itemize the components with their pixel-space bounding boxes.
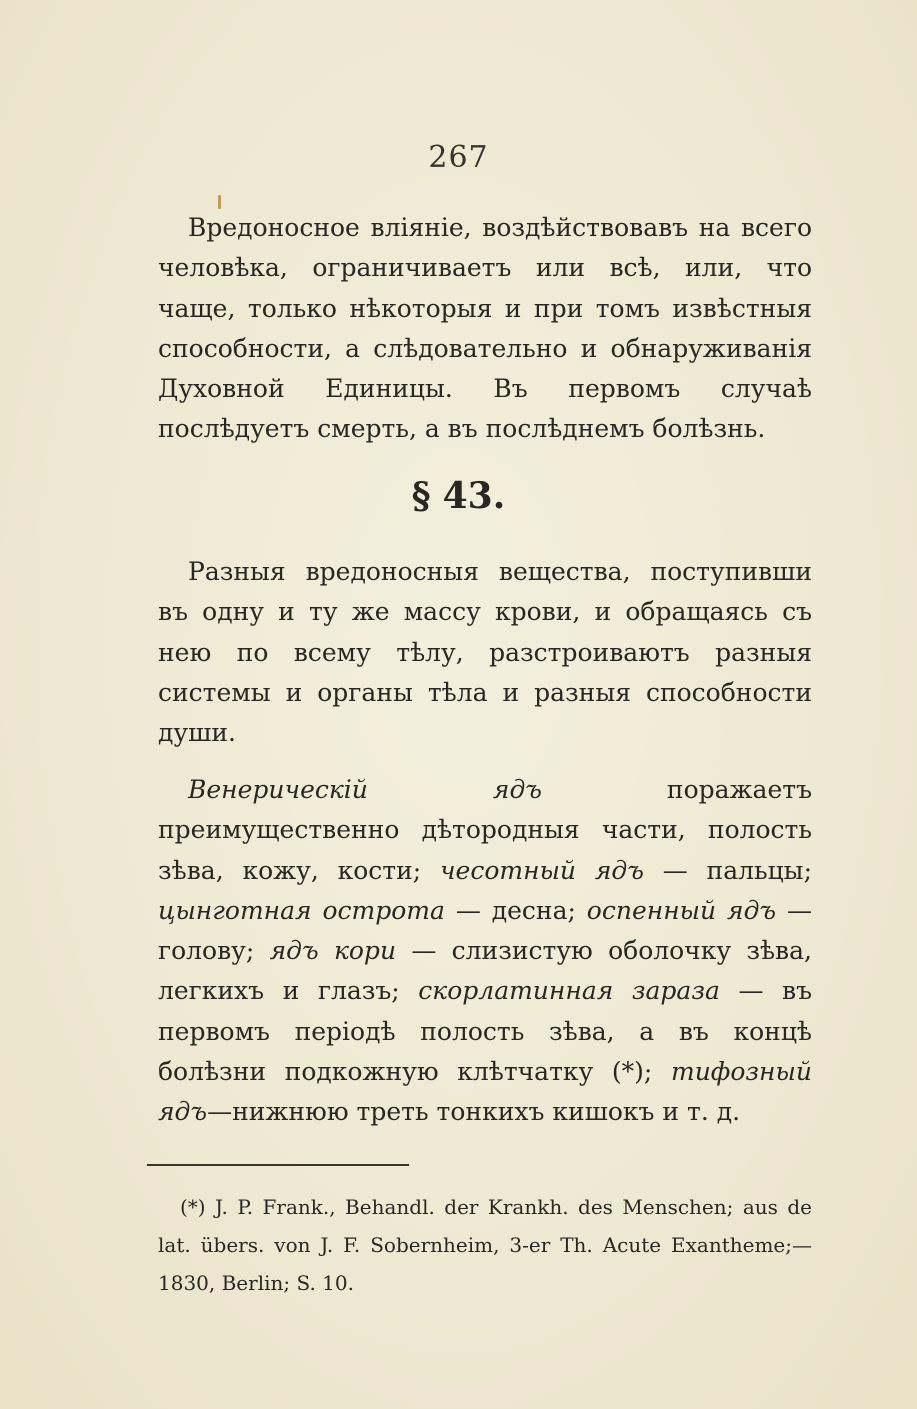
paragraph-3-text <box>158 770 812 1133</box>
text-segment: — голову; <box>158 895 813 966</box>
text-segment: — слизистую оболочку зѣва, легкихъ и глазъ; <box>158 936 812 1006</box>
paragraph-1 <box>158 208 812 450</box>
term-scabies-poison: чесотный ядъ <box>440 855 644 885</box>
paragraph-1-text: Вредоносное вліяніе, воздѣйствовавъ на всего человѣка, ограничиваетъ или всѣ, или, что чаще, только нѣкоторыя и при томъ извѣстныя способности, а слѣдовательно и обнаруживанія Духовной Единицы. Въ первомъ случаѣ послѣдуетъ смерть, а въ послѣднемъ болѣзнь. <box>158 213 812 444</box>
section-heading <box>0 475 917 517</box>
term-scurvy-acidity: цынготная острота <box>158 895 445 925</box>
page-number: 267 <box>428 140 489 175</box>
footnote: (*) J. P. Frank., Behandl. der Krankh. des Menschen; aus de lat. übers. von J. F. Sobernheim, 3-er Th. Acute Exantheme;—1830, Berlin; S. 10. <box>158 1195 812 1295</box>
section-number: 43. <box>442 475 506 517</box>
paragraph-2-text: Разныя вредоносныя вещества, поступивши въ одну и ту же массу крови, и обращаясь съ нею по всему тѣлу, разстроиваютъ разныя системы и органы тѣла и разныя способности души. <box>158 557 812 748</box>
margin-mark <box>218 195 221 209</box>
section-symbol: § <box>411 475 431 517</box>
term-scarlatina-contagion: скорлатинная зараза <box>418 976 720 1006</box>
footnote-divider <box>147 1164 409 1166</box>
paragraph-2 <box>158 552 812 753</box>
term-typhoid-poison: тифозный ядъ <box>158 1057 812 1127</box>
term-measles-poison: ядъ кори <box>269 936 397 966</box>
text-segment: — десна; <box>444 895 587 925</box>
text-segment: — въ первомъ періодѣ полость зѣва, а въ концѣ болѣзни подкожную клѣтчатку (*); <box>158 976 812 1087</box>
text-segment: поражаетъ преимущественно дѣтородныя части, полость зѣва, кожу, кости; <box>158 775 812 885</box>
text-segment: —нижнюю треть тонкихъ кишокъ и т. д. <box>207 1097 741 1127</box>
text-segment: — пальцы; <box>643 855 813 885</box>
term-smallpox-poison: оспенный ядъ <box>586 895 777 925</box>
term-venereal-poison: Венерическій ядъ <box>188 775 542 804</box>
paragraph-3 <box>158 770 812 1133</box>
